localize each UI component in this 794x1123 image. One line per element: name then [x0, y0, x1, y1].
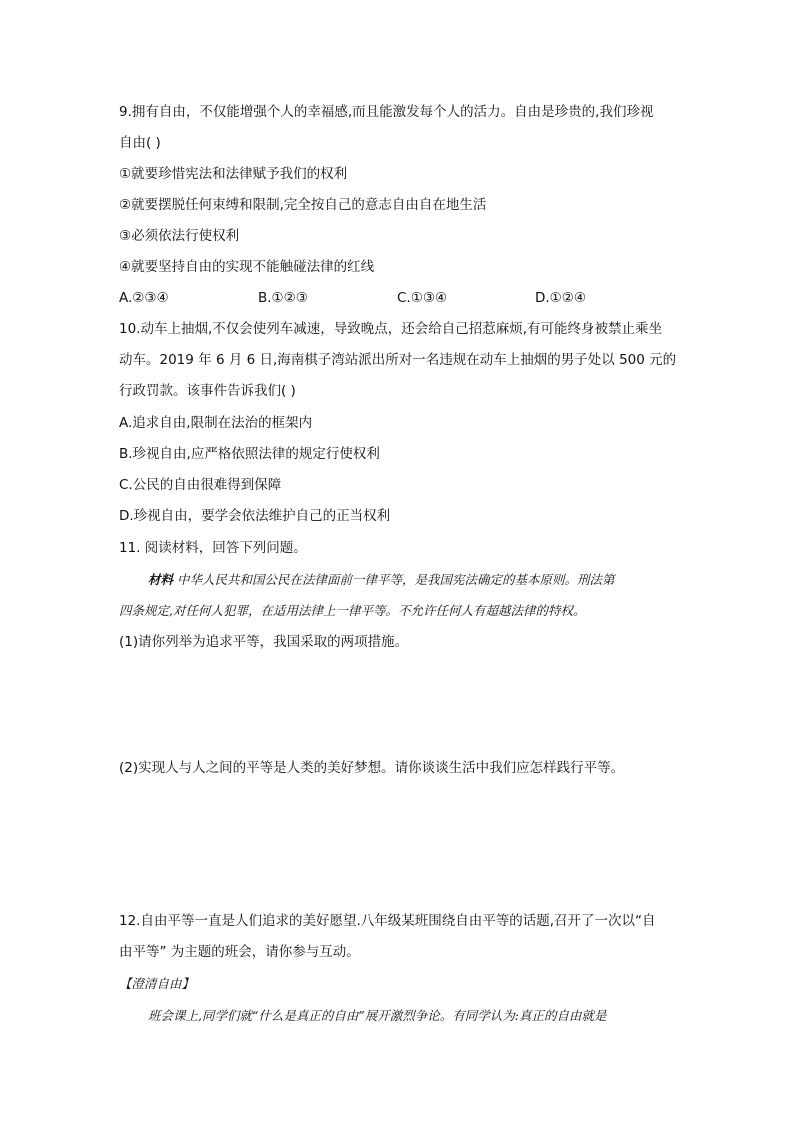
- q10-option-a: A.追求自由,限制在法治的框架内: [119, 415, 313, 431]
- q10-stem-line3: 行政罚款。该事件告诉我们( ): [119, 383, 296, 399]
- q11-material-label: 材料: [148, 572, 174, 587]
- q9-stem-line1: 9.拥有自由，不仅能增强个人的幸福感,而且能激发每个人的活力。自由是珍贵的,我们珍视: [119, 104, 654, 120]
- q11-sub2: (2)实现人与人之间的平等是人类的美好梦想。请你谈谈生活中我们应怎样践行平等。: [119, 760, 625, 776]
- q11-material-text1: 中华人民共和国公民在法律面前一律平等，是我国宪法确定的基本原则。刑法第: [173, 572, 615, 587]
- q10-stem-line1: 10.动车上抽烟,不仅会使列车减速，导致晚点，还会给自己招惹麻烦,有可能终身被禁止乘坐: [119, 321, 663, 337]
- q12-paragraph-line1: 班会课上,同学们就“什么是真正的自由”展开激烈争论。有同学认为:真正的自由就是: [148, 1008, 607, 1023]
- q9-item-3: ③必须依法行使权利: [119, 228, 240, 244]
- q10-stem-line2: 动车。2019 年 6 月 6 日,海南棋子湾站派出所对一名违规在动车上抽烟的男子处以 500 元的: [119, 352, 677, 368]
- q11-stem: 11. 阅读材料，回答下列问题。: [119, 540, 307, 556]
- q9-option-b: B.①②③: [258, 290, 308, 306]
- q10-option-b: B.珍视自由,应严格依照法律的规定行使权利: [119, 446, 380, 462]
- q9-option-d: D.①②④: [535, 290, 586, 306]
- q9-option-c: C.①③④: [397, 290, 448, 306]
- q12-stem-line2: 由平等” 为主题的班会，请你参与互动。: [119, 944, 360, 960]
- q9-option-a: A.②③④: [119, 290, 169, 306]
- q9-stem-line2: 自由( ): [119, 135, 161, 151]
- q10-option-d: D.珍视自由，要学会依法维护自己的正当权利: [119, 508, 391, 524]
- q11-material-line2: 四条规定,对任何人犯罪，在适用法律上一律平等。不允许任何人有超越法律的特权。: [119, 603, 586, 618]
- q9-item-2: ②就要摆脱任何束缚和限制,完全按自己的意志自由自在地生活: [119, 197, 487, 213]
- q12-stem-line1: 12.自由平等一直是人们追求的美好愿望.八年级某班围绕自由平等的话题,召开了一次以“自: [119, 913, 656, 929]
- q11-sub1: (1)请你列举为追求平等，我国采取的两项措施。: [119, 634, 409, 650]
- q10-option-c: C.公民的自由很难得到保障: [119, 477, 282, 493]
- q9-item-1: ①就要珍惜宪法和法律赋予我们的权利: [119, 166, 348, 182]
- q9-item-4: ④就要坚持自由的实现不能触碰法律的红线: [119, 259, 375, 275]
- q12-section-heading: 【澄清自由】: [119, 976, 195, 991]
- q11-material-line1: [148, 570, 615, 590]
